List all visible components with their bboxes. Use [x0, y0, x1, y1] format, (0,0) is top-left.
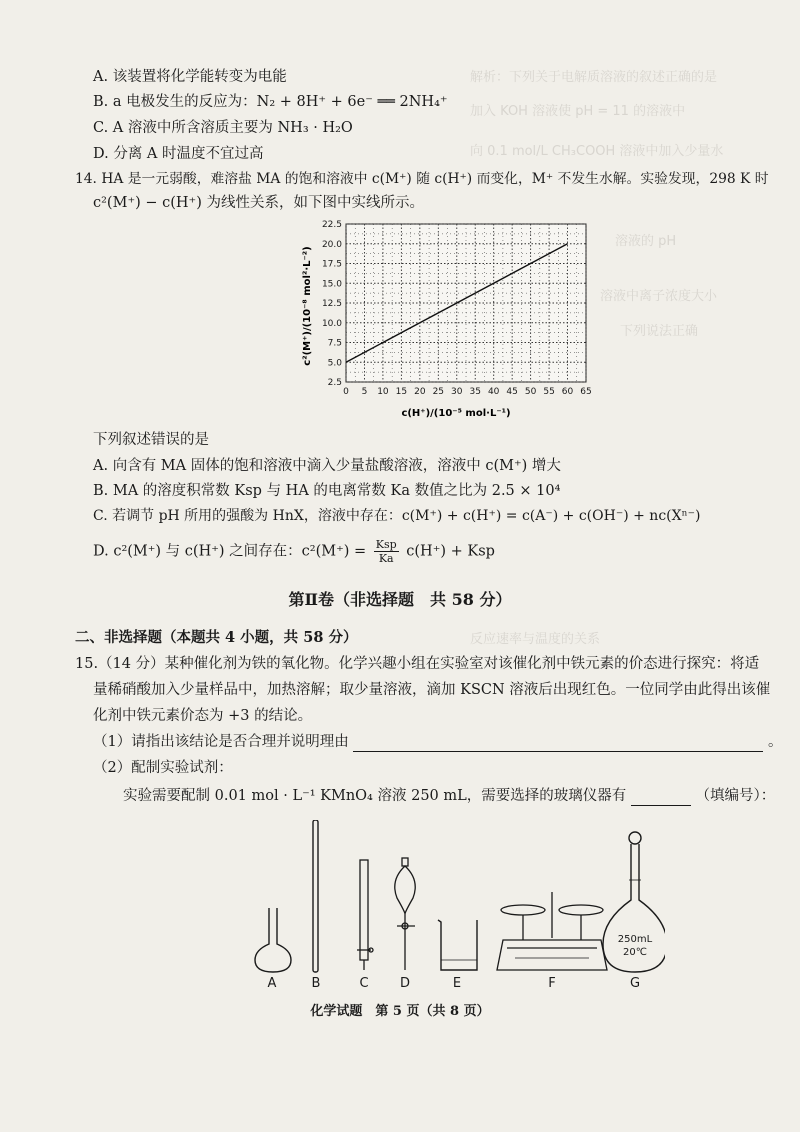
x-tick-label: 0 — [343, 387, 349, 397]
y-tick-label: 7.5 — [327, 338, 342, 349]
section-2-title: 第Ⅱ卷（非选择题 共 58 分） — [288, 590, 512, 609]
y-tick-label: 17.5 — [321, 259, 342, 270]
chart-svg — [296, 218, 596, 423]
q15-sub1 — [93, 732, 782, 752]
y-tick-label: 5.0 — [327, 358, 342, 369]
q15-sub2: （2）配制实验试剂： — [93, 760, 233, 776]
y-axis-label: c²(M⁺)/(10⁻⁸ mol²·L⁻²) — [302, 246, 313, 366]
y-tick-label: 2.5 — [327, 378, 342, 388]
x-tick-label: 65 — [580, 387, 592, 397]
label-e: E — [452, 976, 462, 991]
instrument-e-beaker — [438, 920, 477, 970]
y-tick-label: 12.5 — [321, 299, 342, 309]
y-tick-label: 22.5 — [321, 220, 342, 230]
x-tick-label: 20 — [414, 387, 426, 397]
q13-option-d: D. 分离 A 时温度不宜过高 — [93, 146, 264, 162]
x-tick-label: 35 — [469, 387, 481, 397]
q14-question: 下列叙述错误的是 — [93, 432, 209, 448]
instrument-f-balance — [497, 892, 607, 970]
x-tick-labels — [343, 387, 592, 397]
x-tick-label: 60 — [561, 387, 574, 397]
label-f: F — [548, 976, 556, 991]
instrument-b-glass-rod — [313, 820, 318, 972]
y-tick-label: 15.0 — [321, 279, 342, 290]
exam-page: 解析：下列关于电解质溶液的叙述正确的是 加入 KOH 溶液使 pH = 11 的溶液中 向 0.1 mol/L CH₃COOH 溶液中加入少量水 溶液的 pH 溶液中离子浓度大小 下列说法正确 反应速率与温度的关系 A. 该装置将化学能转变为电能 B. a 电极发生的反应为：N₂ + 8H⁺ + 6e⁻ ══ 2NH₄⁺ C. A 溶液中所含溶质主要为 NH₃ · H₂O D. 分离 A 时温度不宜过高 14. HA 是一元弱酸，难溶盐 MA 的饱和溶液中 c(M⁺) 随 c(H⁺) 而变化，M⁺ 不发生水解。实验发现，298 K 时 c²(M⁺) − c(H⁺) 为线性关系，如下图中实线所示。 2.5 5.0 7.5 10.0 12.5 15.0 17.5 20.0 22.5 0 5 10 15 20 25 30 35 40 45 50 55 60 65 c(H⁺)/(10⁻⁵ mol·L⁻¹) c²(M⁺)/(10⁻⁸ mol²·L⁻²) 下列叙述错误的是 A. 向含有 MA 固体的饱和溶液中滴入少量盐酸溶液，溶液中 c(M⁺) 增大 B. MA 的溶度积常数 Ksp 与 HA 的电离常数 Ka 数值之比为 2.5 × 10⁴ C. 若调节 pH 所用的强酸为 HnX，溶液中存在：c(M⁺) + c(H⁺) = c(A⁻) + c(OH⁻) + nc(Xⁿ⁻) D. c²(M⁺) 与 c(H⁺) 之间存在：c²(M⁺) = Ksp Ka c(H⁺) + Ksp 第Ⅱ卷（非选择题 共 58 分） 二、非选择题（本题共 4 小题，共 58 分） 15.（14 分）某种催化剂为铁的氧化物。化学兴趣小组在实验室对该催化剂中铁元素的价态进行探究：将适 量稀硝酸加入少量样品中，加热溶解；取少量溶液，滴加 KSCN 溶液后出现红色。一位同学由此得出该催 化剂中铁元素价态为 +3 的结论。 （1）请指出该结论是否合理并说明理由 。 （2）配制实验试剂： 实验需要配制 0.01 mol · L⁻¹ KMnO₄ 溶液 250 mL，需要选择的玻璃仪器有 （填编号）： 250mL 20℃ A B C D E F G 化学试题 第 5 页（共 8 页） — [0, 0, 800, 1132]
instrument-a-flask — [255, 908, 291, 972]
q14-option-b: B. MA 的溶度积常数 Ksp 与 HA 的电离常数 Ka 数值之比为 2.5 × 10⁴ — [93, 483, 561, 499]
answer-blank-2[interactable] — [631, 805, 691, 806]
x-axis-label: c(H⁺)/(10⁻⁵ mol·L⁻¹) — [401, 408, 511, 419]
label-d: D — [399, 976, 410, 991]
y-tick-labels — [322, 220, 342, 388]
label-g: G — [629, 976, 641, 991]
q13-option-c: C. A 溶液中所含溶质主要为 NH₃ · H₂O — [93, 120, 353, 136]
q15-sub2-tail: （填编号）： — [695, 788, 776, 804]
y-tick-label: 20.0 — [321, 239, 342, 250]
q14-option-c: C. 若调节 pH 所用的强酸为 HnX，溶液中存在：c(M⁺) + c(H⁺) = c(A⁻) + c(OH⁻) + nc(Xⁿ⁻) — [93, 508, 701, 524]
label-b: B — [311, 976, 321, 991]
x-tick-label: 15 — [395, 387, 408, 397]
lab-instruments — [245, 820, 665, 990]
instrument-d-separatory-funnel — [395, 858, 415, 970]
x-tick-label: 25 — [432, 387, 445, 397]
flask-temp-label: 20℃ — [623, 947, 647, 958]
q14-option-a: A. 向含有 MA 固体的饱和溶液中滴入少量盐酸溶液，溶液中 c(M⁺) 增大 — [93, 458, 561, 474]
q15-line1: 15.（14 分）某种催化剂为铁的氧化物。化学兴趣小组在实验室对该催化剂中铁元素的价态进行探究：将适 — [75, 656, 760, 672]
line-chart — [296, 218, 596, 423]
q13-option-b: B. a 电极发生的反应为：N₂ + 8H⁺ + 6e⁻ ══ 2NH₄⁺ — [93, 94, 448, 110]
x-tick-label: 5 — [361, 387, 368, 397]
instrument-c-burette — [357, 860, 373, 970]
fraction-numerator: Ksp — [375, 538, 397, 551]
q14-stem-line1: 14. HA 是一元弱酸，难溶盐 MA 的饱和溶液中 c(M⁺) 随 c(H⁺) 而变化，M⁺ 不发生水解。实验发现，298 K 时 — [75, 171, 769, 187]
section-2-heading: 二、非选择题（本题共 4 小题，共 58 分） — [75, 629, 358, 646]
y-tick-label: 10.0 — [321, 318, 342, 329]
page-footer: 化学试题 第 5 页（共 8 页） — [310, 1004, 490, 1019]
q15-sub1-text: （1）请指出该结论是否合理并说明理由 — [93, 734, 349, 750]
q15-line2: 量稀硝酸加入少量样品中，加热溶解；取少量溶液，滴加 KSCN 溶液后出现红色。一位同学由此得出该催 — [93, 682, 771, 698]
label-a: A — [267, 976, 277, 991]
q15-sub2-text-line — [123, 786, 775, 806]
x-tick-label: 45 — [506, 387, 518, 397]
q15-sub1-end: 。 — [767, 734, 783, 750]
x-tick-label: 30 — [451, 387, 463, 397]
x-tick-label: 50 — [524, 387, 537, 397]
x-tick-label: 10 — [377, 387, 389, 397]
x-tick-label: 40 — [487, 387, 500, 397]
fraction-denominator: Ka — [378, 552, 394, 565]
q14-stem-line2: c²(M⁺) − c(H⁺) 为线性关系，如下图中实线所示。 — [93, 195, 424, 211]
q15-line3: 化剂中铁元素价态为 +3 的结论。 — [93, 708, 313, 724]
q14-option-d-prefix: D. c²(M⁺) 与 c(H⁺) 之间存在：c²(M⁺) = — [93, 543, 367, 560]
q13-option-a: A. 该装置将化学能转变为电能 — [93, 69, 287, 85]
label-c: C — [359, 976, 369, 991]
q14-option-d — [93, 538, 495, 565]
q15-sub2-text: 实验需要配制 0.01 mol · L⁻¹ KMnO₄ 溶液 250 mL，需要选择的玻璃仪器有 — [123, 788, 627, 804]
ksp-over-ka-fraction — [374, 538, 399, 565]
flask-volume-label: 250mL — [617, 934, 653, 945]
x-tick-label: 55 — [543, 387, 555, 397]
answer-blank-1[interactable] — [353, 751, 763, 752]
q14-option-d-suffix: c(H⁺) + Ksp — [406, 543, 495, 560]
